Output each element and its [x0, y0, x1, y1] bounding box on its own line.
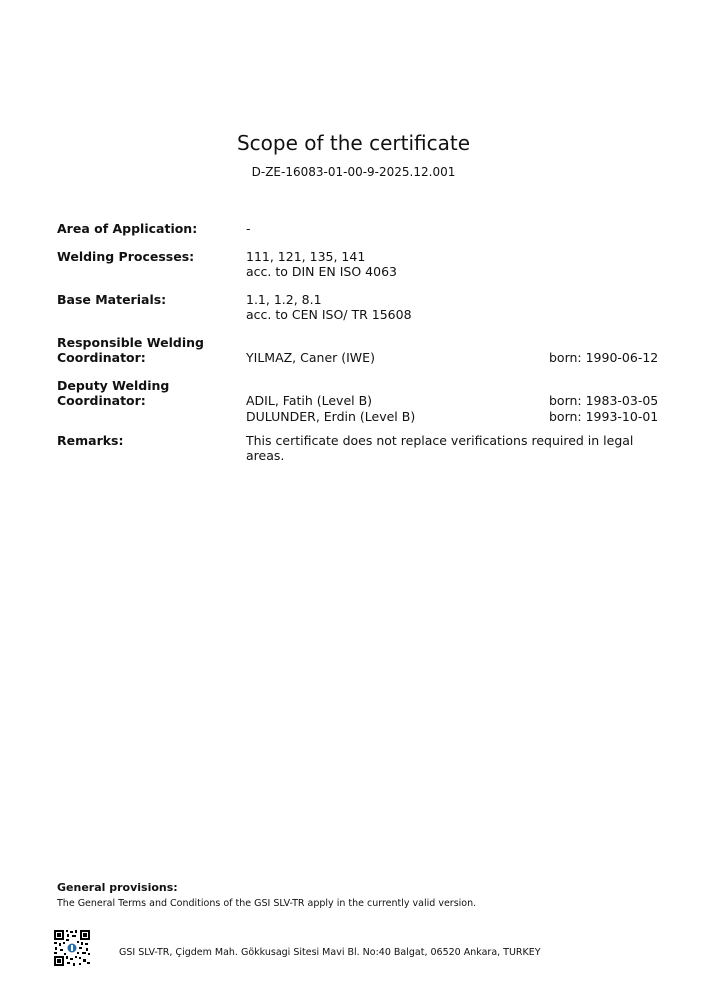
deputy-coordinator-label-line2: Coordinator: [57, 393, 146, 408]
footer-address: GSI SLV-TR, Çigdem Mah. Gökkusagi Sitesi Mavi Bl. No:40 Balgat, 06520 Ankara, TURKEY [119, 947, 541, 958]
responsible-coordinator-label-line2: Coordinator: [57, 350, 146, 365]
area-of-application-value: - [246, 221, 251, 236]
deputy-coordinator-1-name: ADIL, Fatih (Level B) [246, 393, 373, 408]
welding-processes-label: Welding Processes: [57, 249, 195, 264]
base-materials-label: Base Materials: [57, 292, 167, 307]
responsible-coordinator-born: born: 1990-06-12 [549, 350, 659, 365]
general-provisions-text: The General Terms and Conditions of the GSI SLV-TR apply in the currently valid version. [57, 898, 477, 909]
welding-processes-standard: acc. to DIN EN ISO 4063 [246, 264, 397, 279]
remarks-line-1: This certificate does not replace verifications required in legal [246, 433, 634, 448]
certificate-number: D-ZE-16083-01-00-9-2025.12.001 [251, 165, 456, 179]
deputy-coordinator-label-line1: Deputy Welding [57, 378, 170, 393]
responsible-coordinator-label-line1: Responsible Welding [57, 335, 204, 350]
remarks-label: Remarks: [57, 433, 124, 448]
base-materials-standard: acc. to CEN ISO/ TR 15608 [246, 307, 412, 322]
qr-code-icon [53, 929, 91, 967]
responsible-coordinator-name: YILMAZ, Caner (IWE) [246, 350, 375, 365]
deputy-coordinator-2-name: DULUNDER, Erdin (Level B) [246, 409, 416, 424]
deputy-coordinator-1-born: born: 1983-03-05 [549, 393, 659, 408]
remarks-line-2: areas. [246, 448, 285, 463]
area-of-application-label: Area of Application: [57, 221, 198, 236]
welding-processes-value: 111, 121, 135, 141 [246, 249, 366, 264]
general-provisions-title: General provisions: [57, 881, 178, 894]
base-materials-value: 1.1, 1.2, 8.1 [246, 292, 322, 307]
deputy-coordinator-2-born: born: 1993-10-01 [549, 409, 659, 424]
page-title: Scope of the certificate [236, 131, 471, 155]
